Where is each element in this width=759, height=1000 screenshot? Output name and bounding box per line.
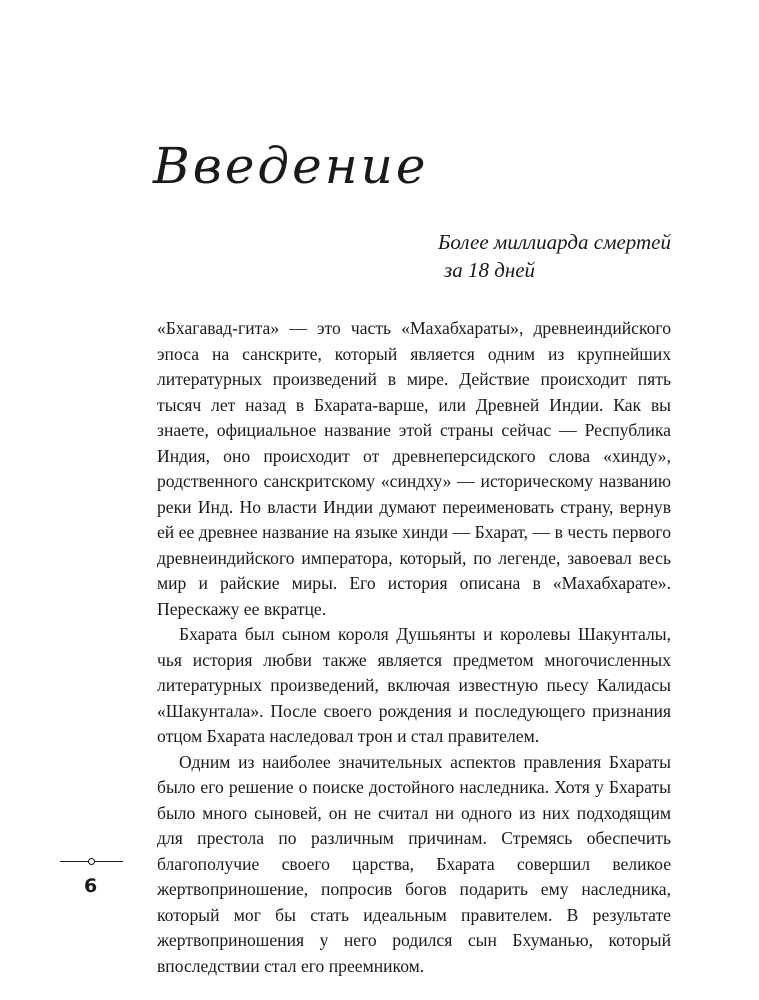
chapter-title-text: Введение [153,137,429,195]
epigraph-line-2: за 18 дней [444,258,536,282]
paragraph-3: Одним из наиболее значительных аспектов правления Бхараты было его решение о поиске достойного наследника. Хотя у Бхараты было много сыновей, он не считал ни одного из них подходящим для престола по различным причинам. Стремясь обеспечить благополучие своего царства, Бхарата совершил великое жертвоприношение, попросив богов подарить ему наследника, который мог бы стать идеальным правителем. В результате жертвоприношения у него родился сын Бхуманью, который впоследствии стал его преемником. [157,751,671,976]
chapter-title-script [153,128,453,208]
epigraph-line-1: Более миллиарда смертей [438,230,671,254]
epigraph [330,228,671,284]
folio-rule-dot-icon [88,858,95,865]
chapter-title [153,128,453,208]
page-number: 6 [84,875,98,897]
body-text [157,316,671,979]
paragraph-2: Бхарата был сыном короля Душьянты и королевы Шакунталы, чья история любви также является предметом многочисленных литературных произведений, включая известную пьесу Калидасы «Шакунтала». После своего рождения и последующего признания отцом Бхарата наследовал трон и стал правителем. [157,624,671,746]
folio-ornament-rule [60,861,123,863]
paragraph-1: «Бхагавад-гита» — это часть «Махабхараты», древнеиндийского эпоса на санскрите, который является одним из крупнейших литературных произведений в мире. Действие происходит пять тысяч лет назад в Бхарата-варше, или Древней Индии. Как вы знаете, официальное название этой страны сейчас — Республика Индия, оно происходит от древнеперсидского слова «хинду», родственного санскритскому «синдху» — историческому названию реки Инд. Но власти Индии думают переименовать страну, вернув ей ее древнее название на языке хинди — Бхарат, — в честь первого древнеиндийского императора, который, по легенде, завоевал весь мир и райские миры. Его история описана в «Махабхарате». Перескажу ее вкратце. [157,318,671,619]
